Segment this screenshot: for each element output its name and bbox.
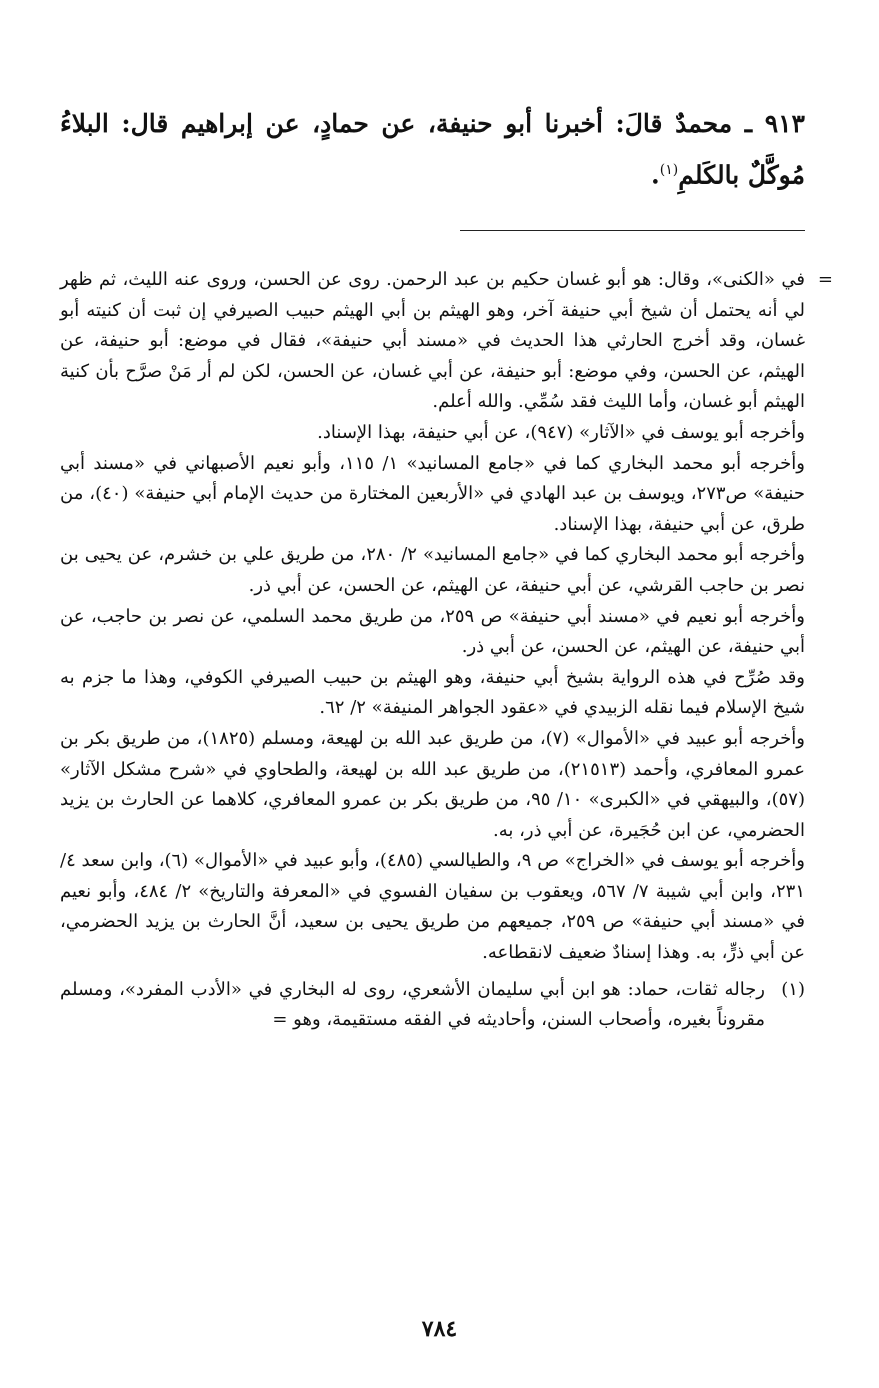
page-number: ٧٨٤ — [421, 1316, 458, 1342]
footnotes-section — [60, 265, 833, 1036]
note-paragraph — [60, 265, 833, 418]
page-body — [60, 100, 833, 1031]
footnote-label: (١) — [781, 978, 805, 1000]
footnote-text: رجاله ثقات، حماد: هو ابن أبي سليمان الأشعري، روى له البخاري في «الأدب المفرد»، ومسلم مقروناً بغيره، وأصحاب السنن، وأحاديثه في الفقه مستقيمة، وهو = — [60, 978, 765, 1031]
hadith-text: محمدٌ قالَ: أخبرنا أبو حنيفة، عن حمادٍ، عن إبراهيم قال: البلاءُ مُوكَّلٌ بالكَلمِ — [60, 109, 805, 190]
note-paragraph: وأخرجه أبو محمد البخاري كما في «جامع المسانيد» ١/ ١١٥، وأبو نعيم الأصبهاني في «مسند أبي حنيفة» ص٢٧٣، ويوسف بن عبد الهادي في «الأربعين المختارة من حديث الإمام أبي حنيفة» (٤٠)، من طرق، عن أبي حنيفة، بهذا الإسناد. — [60, 452, 805, 535]
note-paragraph: وأخرجه أبو نعيم في «مسند أبي حنيفة» ص ٢٥٩، من طريق محمد السلمي، عن نصر بن حاجب، عن أبي حنيفة، عن الهيثم، عن الحسن، عن أبي ذر. — [60, 605, 805, 658]
note-paragraph: وأخرجه أبو يوسف في «الخراج» ص ٩، والطيالسي (٤٨٥)، وأبو عبيد في «الأموال» (٦)، وابن سعد ٤/ ٢٣١، وابن أبي شيبة ٧/ ٥٦٧، ويعقوب بن سفيان الفسوي في «المعرفة والتاريخ» ٢/ ٤٨٤، وأبو نعيم في «مسند أبي حنيفة» ص ٢٥٩، جميعهم من طريق يحيى بن سعيد، أنَّ الحارث بن يزيد الحضرمي، عن أبي ذرٍّ، به. وهذا إسنادٌ ضعيف لانقطاعه. — [60, 850, 806, 964]
note-text: في «الكنى»، وقال: هو أبو غسان حكيم بن عبد الرحمن. روى عن الحسن، وروى عنه الليث، ثم ظهر لي أنه يحتمل أن شيخ أبي حنيفة آخر، وهو الهيثم بن أبي الهيثم حبيب الصيرفي إن ثبت أن كنيته أبو غسان، وقد أخرج الحارثي هذا الحديث في «مسند أبي حنيفة»، فقال في موضع: أبو حنيفة، عن الهيثم، عن الحسن، وفي موضع: أبو حنيفة، عن أبي غسان، عن الحسن، لكن لم أر مَنْ صرَّح بأن كنية الهيثم أبو غسان، وأما الليث فقد سُمِّي. والله أعلم. — [60, 269, 805, 413]
continuation-mark: = — [817, 269, 833, 290]
hadith-number: ٩١٣ ـ — [744, 109, 805, 138]
note-paragraph: وقد صُرِّح في هذه الرواية بشيخ أبي حنيفة، وهو الهيثم بن حبيب الصيرفي الكوفي، وهذا ما جزم به شيخ الإسلام فيما نقله الزبيدي في «عقود الجواهر المنيفة» ٢/ ٦٢. — [60, 666, 805, 719]
hadith-end: . — [651, 160, 660, 190]
footnote-ref: (١) — [659, 162, 679, 178]
footnote-1 — [60, 975, 805, 1036]
hadith-text-block — [60, 100, 805, 198]
footnote-separator — [460, 230, 805, 231]
note-paragraph: وأخرجه أبو يوسف في «الآثار» (٩٤٧)، عن أبي حنيفة، بهذا الإسناد. — [317, 421, 805, 443]
note-paragraph: وأخرجه أبو عبيد في «الأموال» (٧)، من طريق عبد الله بن لهيعة، ومسلم (١٨٢٥)، من طريق بكر بن عمرو المعافري، وأحمد (٢١٥١٣)، من طريق عبد الله بن لهيعة، والطحاوي في «شرح مشكل الآثار» (٥٧)، والبيهقي في «الكبرى» ١٠/ ٩٥، من طريق بكر بن عمرو المعافري، كلاهما عن الحارث بن يزيد الحضرمي، عن ابن حُجَيرة، عن أبي ذر، به. — [60, 727, 805, 841]
note-paragraph: وأخرجه أبو محمد البخاري كما في «جامع المسانيد» ٢/ ٢٨٠، من طريق علي بن خشرم، عن يحيى بن نصر بن حاجب القرشي، عن أبي حنيفة، عن الهيثم، عن الحسن، عن أبي ذر. — [60, 544, 805, 596]
